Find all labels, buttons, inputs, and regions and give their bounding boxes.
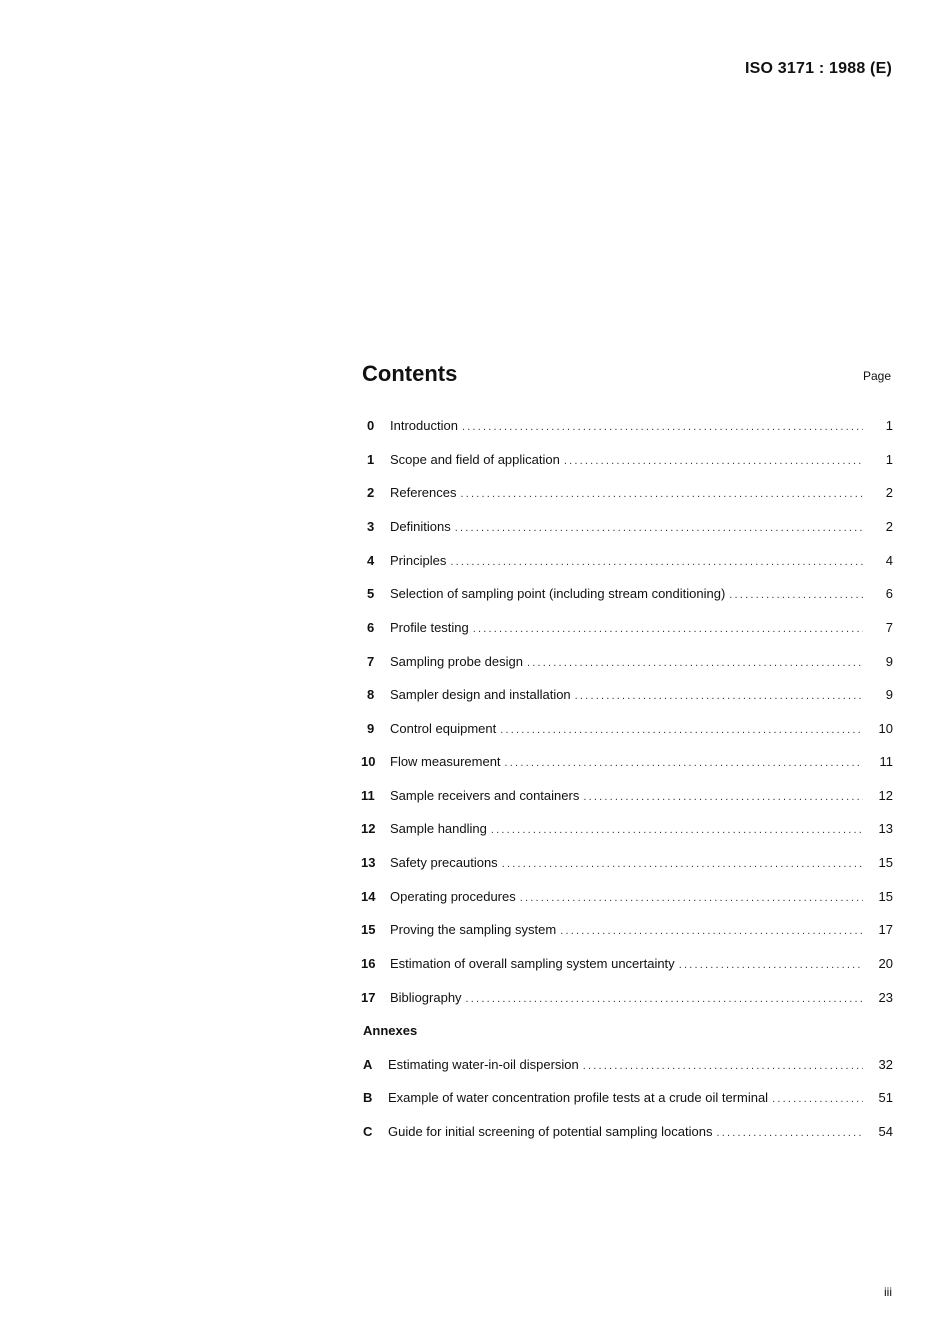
toc-entry-number: 14 <box>361 889 376 904</box>
toc-entry-page: 17 <box>878 922 893 937</box>
toc-entry-page: 1 <box>885 452 893 467</box>
toc-entry[interactable] <box>361 855 893 873</box>
toc-entry-page: 12 <box>878 788 893 803</box>
dot-leader <box>575 690 863 702</box>
toc-entry-number: 3 <box>367 519 375 534</box>
toc-entry-page: 9 <box>885 687 893 702</box>
toc-entry-title: Principles <box>390 553 447 568</box>
toc-entry-number: 8 <box>367 687 375 702</box>
annex-page: 51 <box>878 1090 893 1105</box>
toc-entry-page: 23 <box>878 990 893 1005</box>
toc-entry-number: 4 <box>367 553 375 568</box>
toc-entry-number: 13 <box>361 855 376 870</box>
dot-leader <box>560 925 863 937</box>
toc-entry[interactable] <box>361 721 893 739</box>
toc-entry[interactable] <box>361 620 893 638</box>
annex-entry[interactable] <box>361 1090 893 1108</box>
toc-entry-page: 1 <box>885 418 893 433</box>
toc-entry[interactable] <box>361 687 893 705</box>
document-identifier: ISO 3171 : 1988 (E) <box>745 60 892 77</box>
dot-leader <box>466 993 863 1005</box>
dot-leader <box>502 858 863 870</box>
dot-leader <box>520 892 863 904</box>
toc-entry[interactable] <box>361 586 893 604</box>
dot-leader <box>500 724 863 736</box>
toc-entry[interactable] <box>361 553 893 571</box>
toc-entry-page: 13 <box>878 821 893 836</box>
toc-entry-number: 9 <box>367 721 375 736</box>
dot-leader <box>564 455 863 467</box>
annex-page: 32 <box>878 1057 893 1072</box>
toc-entry-title: Sampler design and installation <box>390 687 571 702</box>
toc-entry-title: Introduction <box>390 418 458 433</box>
toc-entry-title: Bibliography <box>390 990 462 1005</box>
toc-entry[interactable] <box>361 990 893 1008</box>
toc-entry-page: 10 <box>878 721 893 736</box>
toc-entry-title: Scope and field of application <box>390 452 560 467</box>
dot-leader <box>716 1127 863 1139</box>
toc-entry-number: 0 <box>367 418 375 433</box>
annex-title: Guide for initial screening of potential sampling locations <box>388 1124 713 1139</box>
dot-leader <box>527 657 863 669</box>
toc-entry-title: Profile testing <box>390 620 469 635</box>
dot-leader <box>772 1093 863 1105</box>
dot-leader <box>505 757 863 769</box>
toc-entry[interactable] <box>361 654 893 672</box>
dot-leader <box>462 421 863 433</box>
toc-entry[interactable] <box>361 485 893 503</box>
toc-entry-page: 9 <box>885 654 893 669</box>
toc-entry-page: 15 <box>878 889 893 904</box>
dot-leader <box>455 522 863 534</box>
toc-entry-number: 5 <box>367 586 375 601</box>
toc-entry-page: 2 <box>885 519 893 534</box>
toc-entry-title: Sample handling <box>390 821 487 836</box>
toc-entry-page: 6 <box>885 586 893 601</box>
toc-entry[interactable] <box>361 889 893 907</box>
dot-leader <box>491 824 863 836</box>
annex-entry[interactable] <box>361 1124 893 1142</box>
toc-entry-page: 7 <box>885 620 893 635</box>
toc-entry-number: 16 <box>361 956 376 971</box>
page-column-heading: Page <box>862 369 891 383</box>
toc-entry-page: 2 <box>885 485 893 500</box>
annex-letter: B <box>363 1090 373 1105</box>
toc-entry-number: 1 <box>367 452 375 467</box>
toc-entry[interactable] <box>361 956 893 974</box>
contents-title: Contents <box>362 361 458 386</box>
dot-leader <box>460 488 863 500</box>
toc-entry-number: 6 <box>367 620 375 635</box>
toc-entry-page: 11 <box>879 754 893 769</box>
toc-entry-page: 15 <box>878 855 893 870</box>
toc-entry-number: 2 <box>367 485 375 500</box>
annex-title: Example of water concentration profile tests at a crude oil terminal <box>388 1090 769 1105</box>
toc-entry[interactable] <box>361 922 893 940</box>
toc-entry[interactable] <box>361 821 893 839</box>
toc-entry-page: 4 <box>885 553 893 568</box>
toc-entry[interactable] <box>361 452 893 470</box>
annexes-heading: Annexes <box>363 1023 418 1038</box>
toc-entry-number: 15 <box>361 922 376 937</box>
annex-title: Estimating water-in-oil dispersion <box>388 1057 579 1072</box>
dot-leader <box>583 1060 863 1072</box>
toc-entry-title: Control equipment <box>390 721 497 736</box>
toc-entry[interactable] <box>361 788 893 806</box>
toc-entry-number: 7 <box>367 654 375 669</box>
toc-entry-title: Proving the sampling system <box>390 922 557 937</box>
dot-leader <box>473 623 863 635</box>
toc-entry[interactable] <box>361 418 893 436</box>
toc-entry-page: 20 <box>878 956 893 971</box>
toc-entry[interactable] <box>361 754 893 772</box>
toc-entry-title: Operating procedures <box>390 889 516 904</box>
annex-page: 54 <box>878 1124 893 1139</box>
toc-entry[interactable] <box>361 519 893 537</box>
page-number: iii <box>884 1285 892 1299</box>
toc-entry-title: Safety precautions <box>390 855 498 870</box>
toc-entry-title: Flow measurement <box>390 754 501 769</box>
dot-leader <box>583 791 863 803</box>
annex-letter: A <box>363 1057 373 1072</box>
dot-leader <box>729 589 863 601</box>
toc-entry-title: Estimation of overall sampling system uncertainty <box>390 956 675 971</box>
toc-entry-title: Definitions <box>390 519 451 534</box>
toc-entry-number: 11 <box>361 788 375 803</box>
toc-entry-number: 10 <box>361 754 376 769</box>
toc-entry-title: Selection of sampling point (including stream conditioning) <box>390 586 726 601</box>
toc-entry-number: 17 <box>361 990 376 1005</box>
toc-entry-title: Sample receivers and containers <box>390 788 580 803</box>
annex-letter: C <box>363 1124 373 1139</box>
dot-leader <box>450 556 863 568</box>
toc-entry-number: 12 <box>361 821 376 836</box>
toc-entry-title: References <box>390 485 457 500</box>
toc-entry-title: Sampling probe design <box>390 654 523 669</box>
annex-entry[interactable] <box>361 1057 893 1075</box>
dot-leader <box>679 959 863 971</box>
